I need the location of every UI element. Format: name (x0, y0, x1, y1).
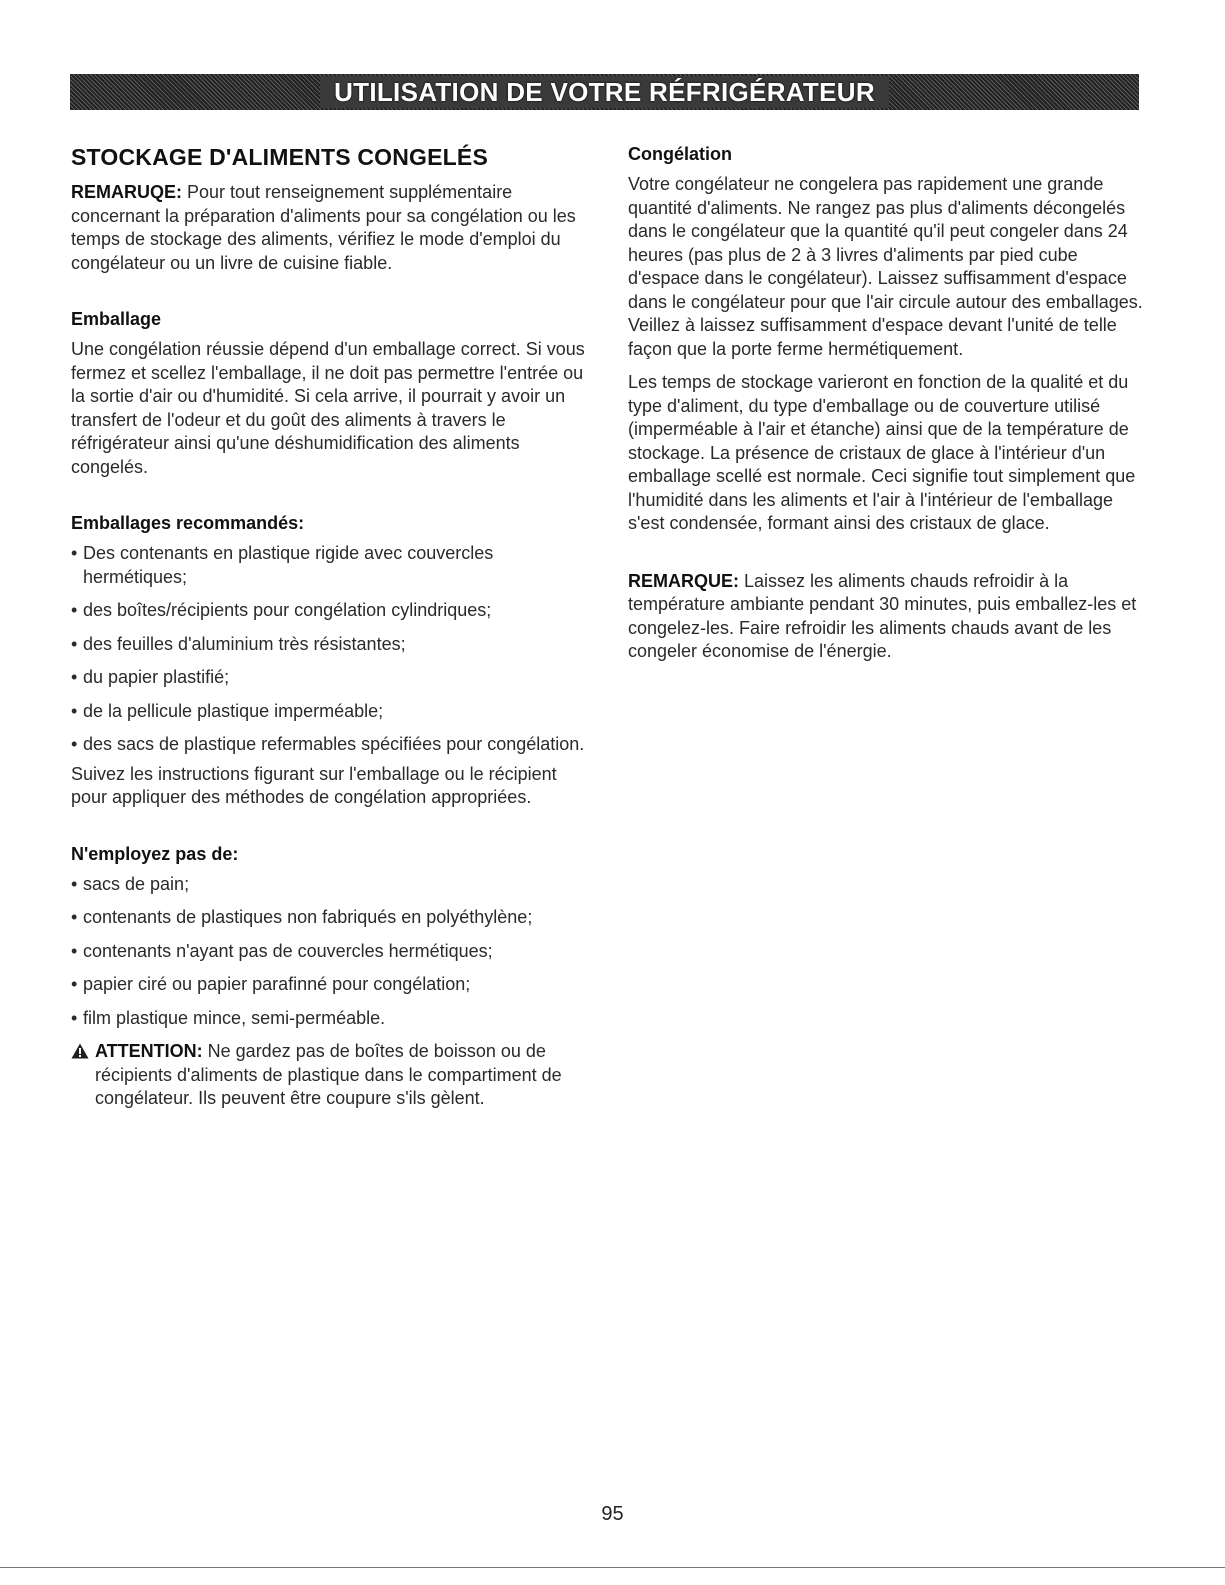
congelation-paragraph-1: Votre congélateur ne congelera pas rapidement une grande quantité d'aliments. Ne rangez pas plus d'aliments décongelés dans le congélateur que la quantité qu'il peut congeler dans 24 heures (pas plus de 2 à 3 livres d'aliments par pied cube d'espace dans le congélateur). Laissez suffisamment d'espace dans le congélateur pour que l'air circule autour des emballages. Veillez à laissez suffisamment d'espace devant l'unité de telle façon que la porte ferme hermétiquement. (628, 174, 1143, 359)
right-column (628, 140, 1148, 664)
note-text: Laissez les aliments chauds refroidir à la température ambiante pendant 30 minutes, puis emballez-les et congelez-les. Faire refroidir les aliments chauds avant de les congeler économise de l'énergie. (628, 570, 1137, 661)
emballage-paragraph: Une congélation réussie dépend d'un emballage correct. Si vous fermez et scellez l'emballage, il ne doit pas permettre l'entrée ou la sortie d'air ou d'humidité. Si cela arrive, il pourrait y avoir un transfert de l'odeur et du goût des aliments à travers le réfrigérateur ainsi qu'une déshumidification des aliments congelés. (71, 339, 585, 477)
list-item: • des feuilles d'aluminium très résistantes; (71, 633, 406, 654)
note-label: REMARUQE: (71, 182, 182, 202)
list-item: • du papier plastifié; (71, 667, 230, 687)
recommended-heading: Emballages recommandés: (71, 513, 305, 533)
note-label: REMARQUE: (628, 570, 739, 591)
note-text: Pour tout renseignement supplémentaire concernant la préparation d'aliments pour sa congélation ou les temps de stockage des aliments, vérifiez le mode d'emploi du congélateur ou un livre de cuisine fiable. (71, 182, 576, 273)
list-item: • Des contenants en plastique rigide avec couvercles hermétiques; (71, 543, 494, 587)
recommended-list (71, 542, 591, 757)
banner-title: UTILISATION DE VOTRE RÉFRIGÉRATEUR (320, 76, 889, 108)
list-item: • contenants n'ayant pas de couvercles hermétiques; (71, 940, 493, 961)
donot-heading: N'employez pas de: (71, 843, 239, 864)
note-paragraph (71, 181, 591, 275)
list-item: • papier ciré ou papier parafinné pour congélation; (71, 974, 471, 994)
warning-icon (71, 1043, 89, 1059)
attention-label: ATTENTION: (95, 1041, 203, 1061)
section-heading: STOCKAGE D'ALIMENTS CONGELÉS (71, 144, 489, 170)
list-item: • des boîtes/récipients pour congélation cylindriques; (71, 600, 492, 620)
page-number: 95 (601, 1503, 624, 1525)
note-paragraph-right (628, 570, 1148, 664)
congelation-heading: Congélation (628, 144, 732, 164)
donot-list (71, 873, 591, 1031)
list-item: • de la pellicule plastique imperméable; (71, 700, 384, 721)
list-item: • des sacs de plastique refermables spécifiées pour congélation. (71, 734, 585, 754)
emballage-heading: Emballage (71, 309, 162, 329)
list-item: • sacs de pain; (71, 873, 190, 894)
list-item: • contenants de plastiques non fabriqués en polyéthylène; (71, 907, 533, 927)
left-column (71, 140, 591, 1111)
attention-notice (71, 1040, 591, 1111)
follow-paragraph: Suivez les instructions figurant sur l'emballage ou le récipient pour appliquer des méthodes de congélation appropriées. (71, 763, 557, 807)
list-item: • film plastique mince, semi-perméable. (71, 1007, 386, 1028)
congelation-paragraph-2: Les temps de stockage varieront en fonction de la qualité et du type d'aliment, du type d'emballage ou de couverture utilisé (imperméable à l'air et étanche) ainsi que de la température de stockage. La présence de cristaux de glace à l'intérieur d'un emballage scellé est normale. Ceci signifie tout simplement que l'humidité dans les aliments et l'air à l'intérieur de l'emballage s'est condensée, formant ainsi des cristaux de glace. (628, 372, 1136, 533)
attention-text: Ne gardez pas de boîtes de boisson ou de récipients d'aliments de plastique dans le compartiment de congélateur. Ils peuvent être coupure s'ils gèlent. (95, 1041, 562, 1108)
section-banner (70, 74, 1139, 110)
bottom-rule (0, 1567, 1225, 1568)
